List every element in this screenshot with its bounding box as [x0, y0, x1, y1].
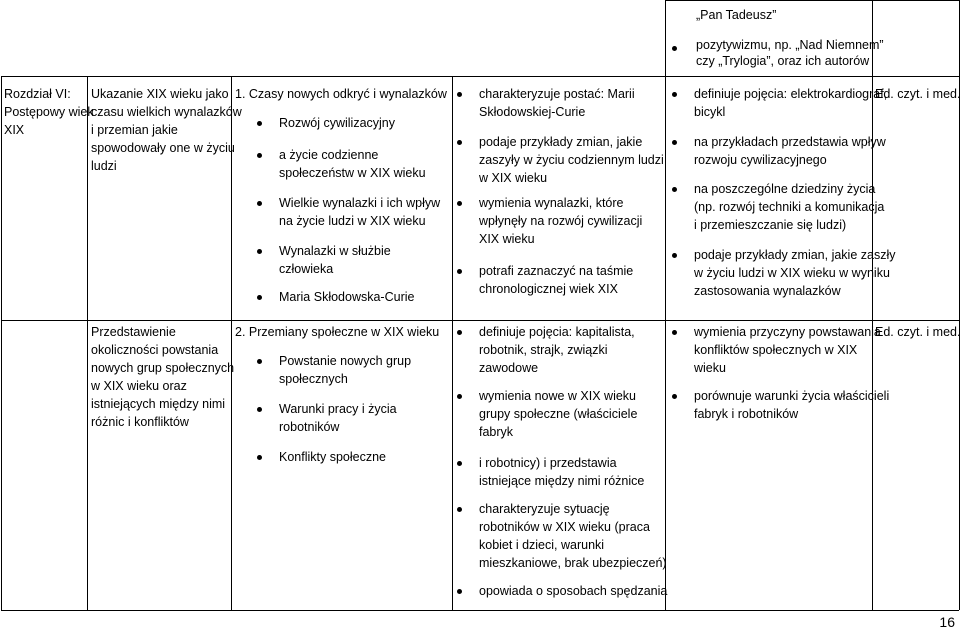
- bullet-icon: [672, 92, 677, 97]
- basic-requirement: Skłodowskiej-Curie: [479, 105, 586, 119]
- topic-item: na życie ludzi w XIX wieku: [279, 214, 426, 228]
- basic-requirement: grupy społeczne (właściciele: [479, 407, 638, 421]
- bullet-icon: [457, 589, 462, 594]
- table-rule: [1, 320, 2, 610]
- section-goal: spowodowały one w życiu: [91, 141, 235, 155]
- bullet-icon: [457, 201, 462, 206]
- section-title: Rozdział VI:: [4, 87, 71, 101]
- bullet-icon: [672, 330, 677, 335]
- basic-requirement: charakteryzuje sytuację: [479, 502, 610, 516]
- bullet-icon: [457, 461, 462, 466]
- extended-requirement: wieku: [694, 361, 726, 375]
- topic-heading: 1. Czasy nowych odkryć i wynalazków: [235, 87, 447, 101]
- table-rule: [1, 76, 2, 320]
- table-rule: [665, 76, 666, 320]
- bullet-icon: [457, 330, 462, 335]
- extended-requirement: rozwoju cywilizacyjnego: [694, 153, 827, 167]
- bullet-icon: [457, 269, 462, 274]
- basic-requirement: mieszkaniowe, brak ubezpieczeń): [479, 556, 667, 570]
- topic-item: Warunki pracy i życia: [279, 402, 397, 416]
- top-line: pozytywizmu, np. „Nad Niemnem”: [696, 38, 884, 52]
- bullet-icon: [257, 153, 262, 158]
- extended-requirement: fabryk i robotników: [694, 407, 799, 421]
- topic-item: Powstanie nowych grup: [279, 354, 412, 368]
- page-number: 16: [939, 614, 955, 630]
- bullet-icon: [672, 187, 677, 192]
- bullet-icon: [257, 295, 262, 300]
- extended-requirement: na poszczególne dziedziny życia: [694, 182, 876, 196]
- section-goal: Ukazanie XIX wieku jako: [91, 87, 229, 101]
- basic-requirement: wpłynęły na rozwój cywilizacji: [479, 214, 643, 228]
- basic-requirement: zawodowe: [479, 361, 539, 375]
- basic-requirement: robotnik, strajk, związki: [479, 343, 608, 357]
- section-title: Postępowy wiek: [4, 105, 94, 119]
- basic-requirement: opowiada o sposobach spędzania: [479, 584, 668, 598]
- table-rule: [1, 610, 959, 611]
- bullet-icon: [257, 407, 262, 412]
- bullet-icon: [457, 507, 462, 512]
- section-goal: nowych grup społecznych: [91, 361, 235, 375]
- topic-item: społeczeństw w XIX wieku: [279, 166, 426, 180]
- bullet-icon: [257, 201, 262, 206]
- extended-requirement: i przemieszczanie się ludzi): [694, 218, 847, 232]
- cross-curricular-note: Ed. czyt. i med.: [875, 87, 960, 101]
- table-rule: [665, 0, 666, 76]
- extended-requirement: definiuje pojęcia: elektrokardiograf,: [694, 87, 888, 101]
- topic-heading: 2. Przemiany społeczne w XIX wieku: [235, 325, 440, 339]
- bullet-icon: [672, 253, 677, 258]
- extended-requirement: bicykl: [694, 105, 726, 119]
- bullet-icon: [457, 394, 462, 399]
- basic-requirement: w XIX wieku: [479, 171, 548, 185]
- bullet-icon: [672, 140, 677, 145]
- basic-requirement: i robotnicy) i przedstawia: [479, 456, 617, 470]
- table-rule: [452, 320, 453, 610]
- section-goal: w XIX wieku oraz: [91, 379, 187, 393]
- basic-requirement: robotników w XIX wieku (praca: [479, 520, 650, 534]
- section-goal: różnic i konfliktów: [91, 415, 189, 429]
- section-title: XIX: [4, 123, 25, 137]
- top-line: „Pan Tadeusz”: [696, 8, 777, 22]
- basic-requirement: fabryk: [479, 425, 514, 439]
- bullet-icon: [457, 92, 462, 97]
- basic-requirement: istniejące między nimi różnice: [479, 474, 645, 488]
- topic-item: Wielkie wynalazki i ich wpływ: [279, 196, 441, 210]
- extended-requirement: wymienia przyczyny powstawania: [694, 325, 881, 339]
- table-rule: [452, 76, 453, 320]
- topic-item: człowieka: [279, 262, 334, 276]
- bullet-icon: [257, 359, 262, 364]
- section-goal: Przedstawienie: [91, 325, 176, 339]
- table-rule: [1, 320, 959, 321]
- topic-item: a życie codzienne: [279, 148, 379, 162]
- bullet-icon: [257, 249, 262, 254]
- topic-item: robotników: [279, 420, 340, 434]
- extended-requirement: porównuje warunki życia właścicieli: [694, 389, 890, 403]
- table-rule: [665, 0, 959, 1]
- extended-requirement: konfliktów społecznych w XIX: [694, 343, 858, 357]
- basic-requirement: wymienia wynalazki, które: [479, 196, 624, 210]
- bullet-icon: [257, 455, 262, 460]
- topic-item: społecznych: [279, 372, 348, 386]
- cross-curricular-note: Ed. czyt. i med.: [875, 325, 960, 339]
- basic-requirement: wymienia nowe w XIX wieku: [479, 389, 637, 403]
- section-goal: ludzi: [91, 159, 117, 173]
- bullet-icon: [257, 121, 262, 126]
- extended-requirement: zastosowania wynalazków: [694, 284, 841, 298]
- extended-requirement: podaje przykłady zmian, jakie zaszły: [694, 248, 896, 262]
- section-goal: i przemian jakie: [91, 123, 178, 137]
- basic-requirement: zaszyły w życiu codziennym ludzi: [479, 153, 664, 167]
- extended-requirement: (np. rozwój techniki a komunikacja: [694, 200, 885, 214]
- basic-requirement: chronologicznej wiek XIX: [479, 282, 618, 296]
- bullet-icon: [457, 140, 462, 145]
- top-line: czy „Trylogia”, oraz ich autorów: [696, 54, 870, 68]
- section-goal: okoliczności powstania: [91, 343, 219, 357]
- bullet-icon: [672, 46, 677, 51]
- topic-item: Maria Skłodowska-Curie: [279, 290, 415, 304]
- topic-item: Konflikty społeczne: [279, 450, 387, 464]
- basic-requirement: potrafi zaznaczyć na taśmie: [479, 264, 634, 278]
- extended-requirement: na przykładach przedstawia wpływ: [694, 135, 886, 149]
- basic-requirement: kobiet i dzieci, warunki: [479, 538, 605, 552]
- extended-requirement: w życiu ludzi w XIX wieku w wyniku: [694, 266, 890, 280]
- basic-requirement: definiuje pojęcia: kapitalista,: [479, 325, 635, 339]
- basic-requirement: podaje przykłady zmian, jakie: [479, 135, 643, 149]
- table-rule: [872, 320, 873, 610]
- basic-requirement: XIX wieku: [479, 232, 535, 246]
- table-rule: [87, 320, 88, 610]
- section-goal: czasu wielkich wynalazków: [91, 105, 242, 119]
- bullet-icon: [672, 394, 677, 399]
- table-rule: [1, 76, 959, 77]
- topic-item: Wynalazki w służbie: [279, 244, 391, 258]
- basic-requirement: charakteryzuje postać: Marii: [479, 87, 635, 101]
- section-goal: istniejących między nimi: [91, 397, 226, 411]
- topic-item: Rozwój cywilizacyjny: [279, 116, 395, 130]
